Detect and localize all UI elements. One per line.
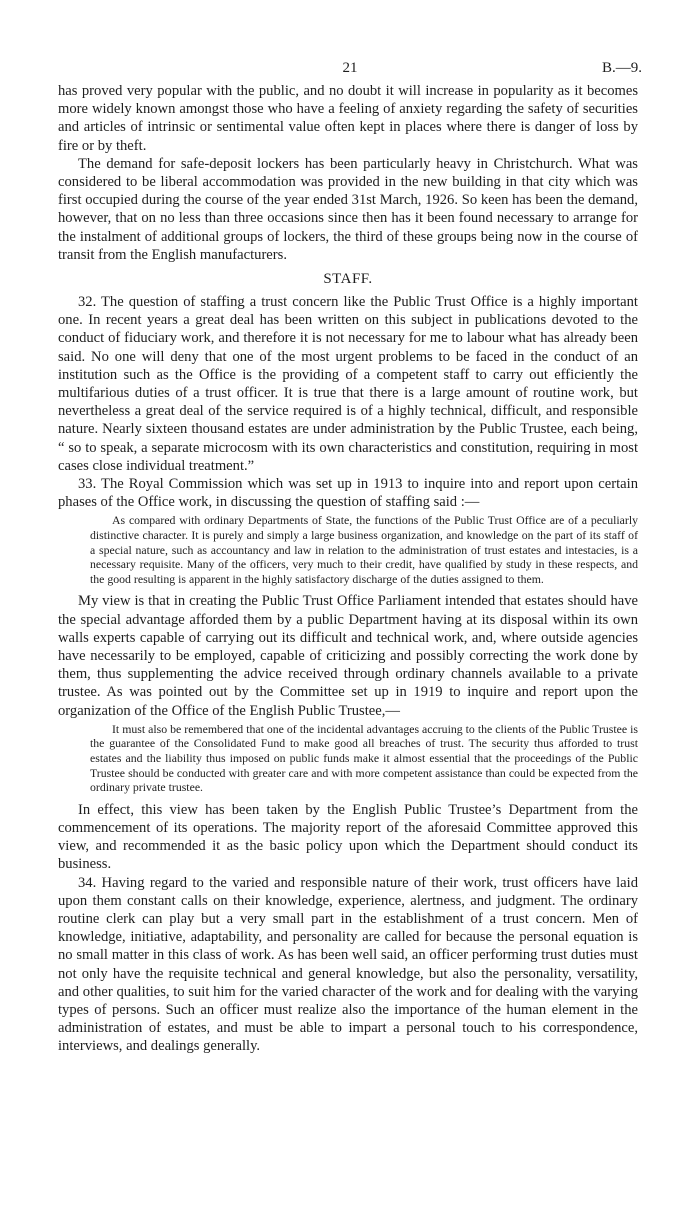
quote-text: It must also be remembered that one of the incidental advantages accruing to the clients of the Public Trustee is the guarantee of the Consolidated Fund to make good all breaches of trust. The security thus afforded to trust estates and the liability thus imposed on public funds make it almost essential that the proceedings of the Public Trustee should be conducted with greater care and with more competent assistance than could be expected from the ordinary private trustee. bbox=[90, 721, 638, 795]
paragraph-safe-deposit: The demand for safe-deposit lockers has been particularly heavy in Christchurch. What was considered to be liberal accommodation was provided in the new building in that city which was first occupied during the course of the year ended 31st March, 1926. So keen has been the demand, however, that on no less than three occasions since then has it been found necessary to arrange for the instalment of additional groups of lockers, the third of these groups being now in the course of transit from the English manufacturers. bbox=[58, 155, 638, 263]
paragraph-32: 32. The question of staffing a trust concern like the Public Trust Office is a highly important one. In recent years a great deal has been written on this subject in publications devoted to the conduct of fiduciary work, and therefore it is not necessary for me to labour what has already been said. No one will deny that one of the most urgent problems to be faced in the conduct of an institution such as the Office is the providing of a competent staff to carry out efficiently the multifarious duties of a trust officer. It is true that there is a large amount of routine work, but nevertheless a great deal of the service required is of a highly technical, difficult, and responsible nature. Nearly sixteen thousand estates are under administration by the Public Trustee, each being, “ so to speak, a separate microcosm with its own characteristics and constitution, requiring in most cases close individual treatment.” bbox=[58, 294, 638, 474]
block-quote-committee bbox=[58, 722, 638, 795]
paragraph-continued: has proved very popular with the public, and no doubt it will increase in popularity as it becomes more widely known amongst those who have a feeling of anxiety regarding the safety of securities and articles of intrinsic or sentimental value often kept in places where there is danger of loss by fire or by theft. bbox=[58, 83, 638, 154]
paragraph-33: 33. The Royal Commission which was set up in 1913 to inquire into and report upon certain phases of the Office work, in discussing the question of staffing said :— bbox=[58, 476, 638, 511]
section-heading-staff: STAFF. bbox=[323, 271, 373, 288]
page-header bbox=[58, 60, 642, 80]
page-body bbox=[58, 82, 638, 1056]
document-reference: B.—9. bbox=[601, 60, 642, 76]
quote-text: As compared with ordinary Departments of State, the functions of the Public Trust Office are of a peculiarly distinctive character. It is purely and simply a large business organization, and knowledge on the part of its staff of a special nature, such as accountancy and law in relation to the administration of trust estates and intestacies, is a necessary requisite. Many of the officers, very much to their credit, have qualified by study in these respects, and the good resulting is apparent in the highly satisfactory discharge of the duties assigned to them. bbox=[90, 513, 638, 586]
paragraph-in-effect: In effect, this view has been taken by the English Public Trustee’s Department from the commencement of its operations. The majority report of the aforesaid Committee approved this view, and recommended it as the basic policy upon which the Department should conduct its business. bbox=[58, 801, 638, 873]
block-quote-royal-commission bbox=[58, 513, 638, 586]
page-number: 21 bbox=[342, 60, 358, 76]
paragraph-my-view: My view is that in creating the Public Trust Office Parliament intended that estates should have the special advantage afforded them by a public Department having at its disposal within its own walls experts capable of carrying out its difficult and technical work, and, where outside agencies have necessarily to be employed, capable of criticizing and possibly correcting the work done by them, thus supplementing the advice received through ordinary channels available to a private trustee. As was pointed out by the Committee set up in 1919 to inquire and report upon the organization of the Office of the English Public Trustee,— bbox=[58, 593, 638, 719]
paragraph-34: 34. Having regard to the varied and responsible nature of their work, trust officers have laid upon them constant calls on their knowledge, experience, alertness, and judgment. The ordinary routine clerk can play but a very small part in the establishment of a trust concern. Men of knowledge, initiative, adaptability, and personality are called for because the personal equation is no small matter in this class of work. As has been well said, an officer performing trust duties must not only have the requisite technical and general knowledge, but also the personality, versatility, and other qualities, to suit him for the varied character of the work and for dealing with the varying types of persons. Such an officer must realize also the importance of the human element in the administration of estates, and must be able to impart a personal touch to his correspondence, interviews, and dealings generally. bbox=[58, 874, 638, 1055]
